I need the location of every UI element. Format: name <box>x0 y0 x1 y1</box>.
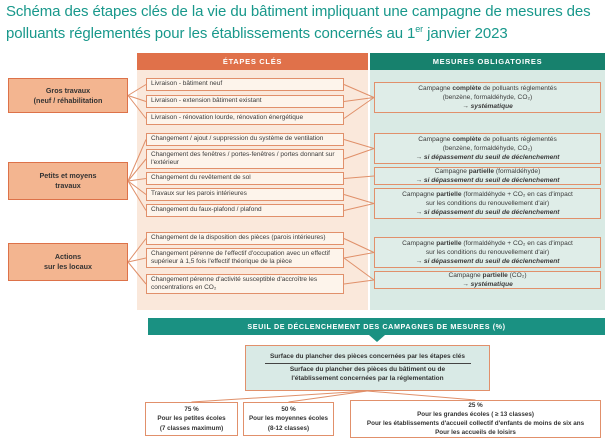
mesure-box-line <box>378 167 597 176</box>
etape-row <box>146 248 344 268</box>
etape-row-label: Livraison - bâtiment neuf <box>151 80 223 88</box>
mesure-box <box>374 271 601 289</box>
mesure-box-text: partielle <box>436 190 462 198</box>
mesure-box-line <box>378 239 597 248</box>
mesure-box-text: Campagne <box>402 239 437 247</box>
category-label-line: (neuf / réhabilitation <box>33 95 103 105</box>
etapes-cles-header-label: ÉTAPES CLÉS <box>222 57 283 66</box>
mesure-box-text: Campagne <box>418 135 453 143</box>
title-text: Schéma des étapes clés de la vie du bâtiment impliquant une campagne de mesures des polluants réglementés pour les établissements concernés au 1 <box>6 3 591 42</box>
chevron-down-icon <box>369 335 385 342</box>
etape-row-label: Travaux sur les parois intérieures <box>151 190 247 198</box>
mesure-box-text: complète <box>452 135 482 143</box>
etape-row <box>146 78 344 91</box>
category-label <box>8 78 128 113</box>
threshold-box-line: Pour les établissements d'accueil collectif d'enfants de moins de six ans <box>366 420 585 427</box>
mesure-box-line <box>378 144 597 153</box>
mesure-box-text: (formaldéhyde + CO₂ en cas d'impact <box>461 239 573 247</box>
mesure-box <box>374 237 601 268</box>
mesure-box-line <box>378 102 597 111</box>
mesure-box-text: (formaldéhyde) <box>494 167 541 175</box>
etape-row-label: Changement / ajout / suppression du système de ventilation <box>151 135 324 143</box>
title-superscript: er <box>415 23 424 34</box>
etape-row-label: Changement pérenne de l'effectif d'occupation avec un effectif supérieur à 1,5 fois l'effectif théorique de la pièce <box>151 249 330 265</box>
threshold-box-line: 25 % <box>468 401 483 409</box>
category-label-line: Actions <box>54 252 82 262</box>
mesures-obligatoires-header <box>370 53 605 70</box>
threshold-box <box>243 402 334 436</box>
etape-row-label: Changement de la disposition des pièces (parois intérieures) <box>151 234 326 242</box>
etape-row-label: Changement pérenne d'activité susceptible d'accroître les concentrations en CO₂ <box>151 275 318 291</box>
threshold-box-line: Pour les petites écoles <box>157 415 226 423</box>
threshold-box-line: 50 % <box>281 406 296 414</box>
category-label <box>8 243 128 281</box>
etape-row <box>146 112 344 125</box>
mesure-box-line <box>378 208 597 217</box>
mesure-box-text: sur les conditions du renouvellement d'air) <box>425 199 550 207</box>
mesure-box-text: → <box>415 258 424 266</box>
ratio-formula-box <box>245 345 490 391</box>
threshold-box-line: Pour les grandes écoles ( ≥ 13 classes) <box>417 410 534 418</box>
mesure-box-line <box>378 153 597 162</box>
mesure-box-text: partielle <box>436 239 462 247</box>
etape-row <box>146 188 344 201</box>
etape-row <box>146 232 344 245</box>
seuil-banner-label: SEUIL DE DÉCLENCHEMENT DES CAMPAGNES DE MESURES (%) <box>247 322 506 331</box>
mesure-box-line <box>378 257 597 266</box>
mesure-box-text: de polluants réglementés <box>481 135 557 143</box>
mesure-box-line <box>378 93 597 102</box>
mesure-box-line <box>378 84 597 93</box>
threshold-box-line: (7 classes maximum) <box>159 424 224 432</box>
fraction-divider <box>265 363 471 364</box>
threshold-box <box>350 400 601 438</box>
category-label-line: sur les locaux <box>44 262 92 271</box>
page-title <box>6 2 602 44</box>
mesure-box-text: si dépassement du seuil de déclenchement <box>423 258 560 266</box>
etape-row <box>146 95 344 108</box>
mesure-box-text: Campagne <box>418 84 453 92</box>
mesure-box-text: partielle <box>468 167 495 175</box>
etape-row-label: Changement du revêtement de sol <box>151 174 251 182</box>
threshold-box-line: Pour les moyennes écoles <box>248 415 329 423</box>
mesure-box-text: systématique <box>470 103 513 111</box>
mesure-box-text: de polluants réglementés <box>481 84 557 92</box>
etape-row <box>146 274 344 294</box>
category-label-line: travaux <box>55 181 81 190</box>
mesure-box <box>374 82 601 113</box>
mesure-box-text: → <box>462 103 471 111</box>
mesure-box-text: systématique <box>470 281 513 288</box>
mesure-box-text: partielle <box>482 271 508 279</box>
seuil-banner <box>148 318 605 335</box>
threshold-box-line: 75 % <box>184 406 199 414</box>
mesure-box-line <box>378 199 597 208</box>
mesure-box-text: (CO₂) <box>507 271 527 279</box>
category-label-line: Petits et moyens <box>39 171 97 181</box>
etape-row-label: Changement du faux-plafond / plafond <box>151 206 262 214</box>
mesure-box-text: → <box>462 281 471 288</box>
mesure-box-text: complète <box>452 84 482 92</box>
title-text-end: janvier 2023 <box>423 24 508 42</box>
mesure-box-line <box>378 280 597 289</box>
mesure-box-line <box>378 248 597 257</box>
threshold-box-line: Pour les accueils de loisirs <box>435 429 516 437</box>
etape-row-label: Changement des fenêtres / portes-fenêtres / portes donnant sur l'extérieur <box>151 150 335 166</box>
mesure-box-text: (formaldéhyde + CO₂ en cas d'impact <box>461 190 573 198</box>
etape-row-label: Livraison - extension bâtiment existant <box>151 97 262 105</box>
mesure-box-line <box>378 190 597 199</box>
mesure-box-line <box>378 176 597 185</box>
etape-row <box>146 149 344 169</box>
threshold-box <box>145 402 238 436</box>
etape-row <box>146 172 344 185</box>
mesure-box-text: (benzène, formaldéhyde, CO₂) <box>442 144 533 152</box>
mesure-box-line <box>378 135 597 144</box>
threshold-box-line: (8-12 classes) <box>267 424 310 432</box>
mesure-box <box>374 167 601 185</box>
mesure-box-text: Campagne <box>448 271 483 279</box>
etape-row-label: Livraison - rénovation lourde, rénovation énergétique <box>151 114 304 122</box>
mesure-box <box>374 188 601 219</box>
mesure-box-text: → <box>415 177 424 184</box>
etape-row <box>146 204 344 217</box>
mesure-box-text: → <box>415 154 424 162</box>
mesure-box-text: si dépassement du seuil de déclenchement <box>423 154 560 162</box>
mesure-box-text: Campagne <box>402 190 437 198</box>
etapes-cles-header <box>137 53 368 70</box>
ratio-denominator: Surface du plancher des pièces du bâtiment ou de l'établissement concernées par la réglementation <box>289 366 446 382</box>
category-label <box>8 162 128 200</box>
ratio-numerator: Surface du plancher des pièces concernées par les étapes clés <box>269 352 466 360</box>
mesure-box <box>374 133 601 164</box>
mesure-box-text: (benzène, formaldéhyde, CO₂) <box>442 93 533 101</box>
mesure-box-text: si dépassement du seuil de déclenchement <box>423 209 560 217</box>
mesure-box-text: sur les conditions du renouvellement d'air) <box>425 248 550 256</box>
mesure-box-line <box>378 271 597 280</box>
mesures-obligatoires-header-label: MESURES OBLIGATOIRES <box>432 57 543 66</box>
etape-row <box>146 133 344 146</box>
mesure-box-text: → <box>415 209 424 217</box>
category-label-line: Gros travaux <box>45 85 91 95</box>
mesure-box-text: Campagne <box>434 167 469 175</box>
mesure-box-text: si dépassement du seuil de déclenchement <box>423 177 560 184</box>
